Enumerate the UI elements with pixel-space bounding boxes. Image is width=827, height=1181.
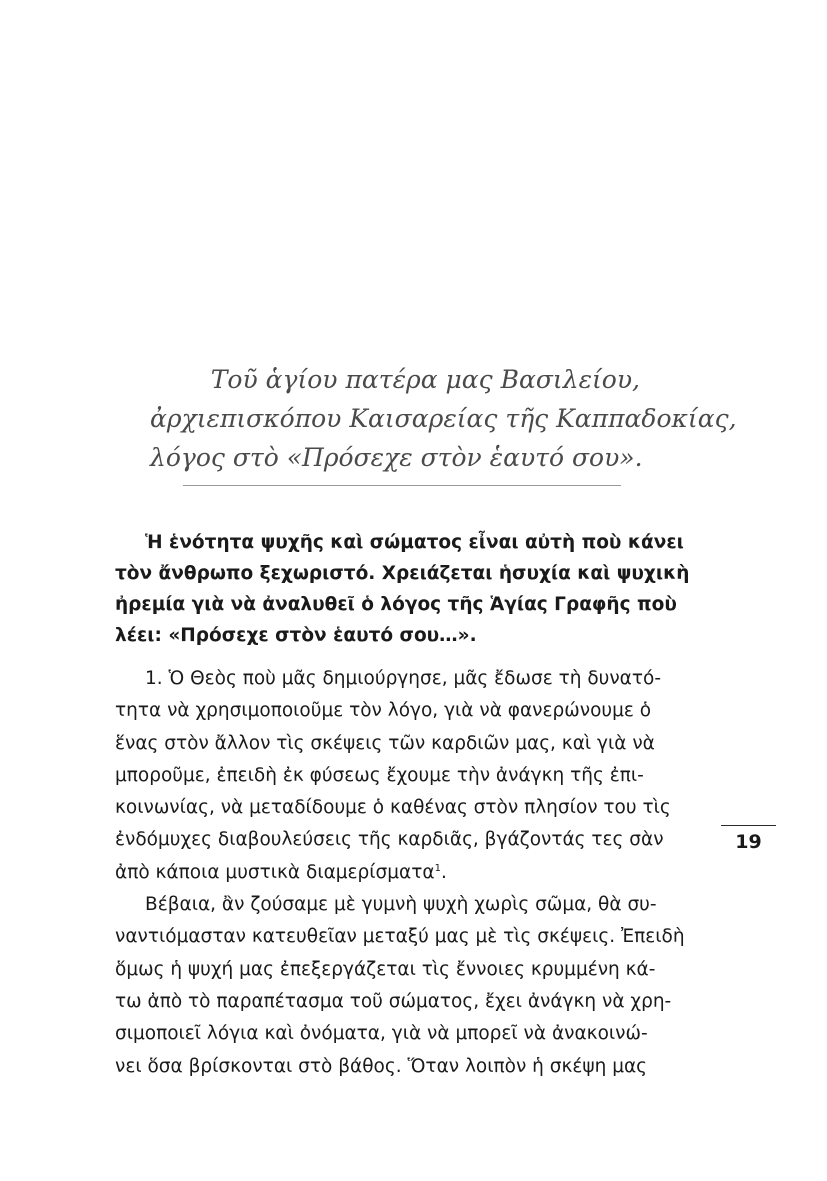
lead-summary xyxy=(115,527,695,651)
heading-line: λόγος στὸ «Πρόσεχε στὸν ἑαυτό σου». xyxy=(150,443,643,472)
lead-line: τὸν ἄνθρωπο ξεχωριστό. Χρειάζεται ἡσυχία καὶ ψυχικὴ xyxy=(115,563,690,584)
body-text xyxy=(115,663,695,1083)
lead-line: ἠρεμία γιὰ νὰ ἀναλυθεῖ ὁ λόγος τῆς Ἁγίας Γραφῆς ποὺ xyxy=(115,594,677,615)
paragraph-2 xyxy=(115,889,695,1083)
chapter-heading xyxy=(150,360,737,477)
lead-line: λέει: «Πρόσεχε στὸν ἑαυτό σου…». xyxy=(115,625,477,646)
body-line: ὅμως ἡ ψυχή μας ἐπεξεργάζεται τὶς ἔννοιες κρυμμένη κά- xyxy=(115,958,656,980)
body-line: ναντιόμασταν κατευθεῖαν μεταξύ μας μὲ τὶς σκέψεις. Ἐπειδὴ xyxy=(115,926,685,948)
heading-line: Τοῦ ἁγίου πατέρα μας Βασιλείου, xyxy=(210,365,640,394)
body-line: τω ἀπὸ τὸ παραπέτασμα τοῦ σώματος, ἔχει ἀνάγκη νὰ χρη- xyxy=(115,990,672,1012)
page-number: 19 xyxy=(735,831,762,853)
body-line: μποροῦμε, ἐπειδὴ ἐκ φύσεως ἔχουμε τὴν ἀνάγκη τῆς ἐπι- xyxy=(115,764,644,786)
body-line: 1. Ὁ Θεὸς ποὺ μᾶς δημιούργησε, μᾶς ἔδωσε τὴ δυνατό- xyxy=(145,668,662,689)
page-number-rule xyxy=(721,825,776,826)
heading-line: ἀρχιεπισκόπου Καισαρείας τῆς Καππαδοκίας, xyxy=(150,404,737,433)
body-line: σιμοποιεῖ λόγια καὶ ὀνόματα, γιὰ νὰ μπορεῖ νὰ ἀνακοινώ- xyxy=(115,1023,648,1045)
body-line: ἕνας στὸν ἄλλον τὶς σκέψεις τῶν καρδιῶν μας, καὶ γιὰ νὰ xyxy=(115,732,655,754)
body-line: κοινωνίας, νὰ μεταδίδουμε ὁ καθένας στὸν πλησίον του τὶς xyxy=(115,797,671,819)
paragraph-1 xyxy=(115,663,695,889)
heading-divider xyxy=(183,485,621,486)
body-line-last: ἀπὸ κάποια μυστικὰ διαμερίσματα$^1$. xyxy=(115,861,447,883)
body-line: Βέβαια, ἂν ζούσαμε μὲ γυμνὴ ψυχὴ χωρὶς σῶμα, θὰ συ- xyxy=(145,894,657,916)
body-line: τητα νὰ χρησιμοποιοῦμε τὸν λόγο, γιὰ νὰ φανερώνουμε ὁ xyxy=(115,700,652,722)
body-line: νει ὅσα βρίσκονται στὸ βάθος. Ὅταν λοιπὸν ἡ σκέψη μας xyxy=(115,1055,648,1077)
footnote-marker[interactable]: 1 xyxy=(434,862,441,874)
lead-line: Ἡ ἑνότητα ψυχῆς καὶ σώματος εἶναι αὐτὴ ποὺ κάνει xyxy=(145,532,684,553)
body-line: ἀπὸ κάποια μυστικὰ διαμερίσματα xyxy=(115,861,435,883)
body-line: ἐνδόμυχες διαβουλεύσεις τῆς καρδιᾶς, βγάζοντάς τες σὰν xyxy=(115,829,664,851)
